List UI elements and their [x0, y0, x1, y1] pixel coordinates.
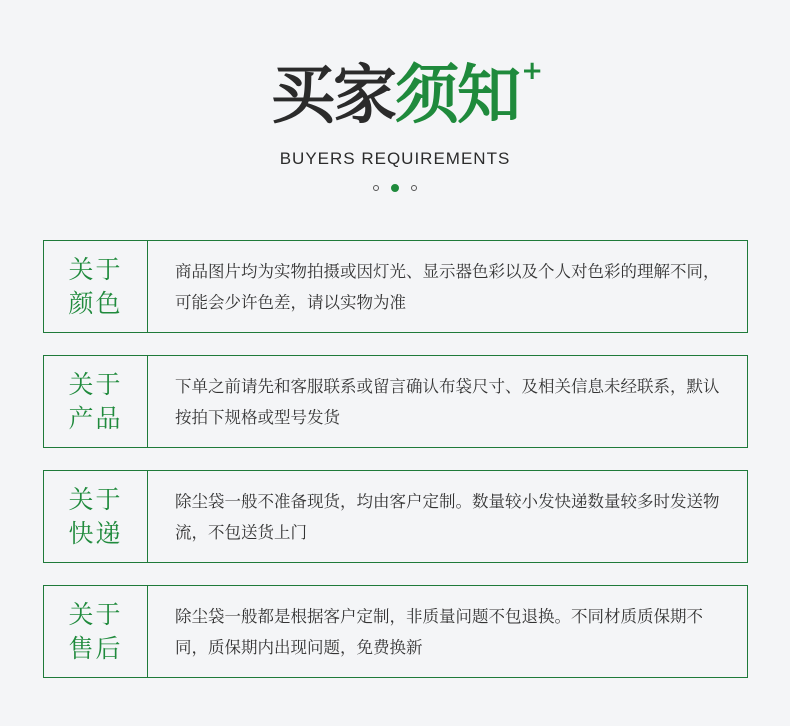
dot-icon	[373, 185, 379, 191]
info-card-color	[43, 240, 748, 333]
title-dark-part: 买家	[271, 59, 395, 133]
card-label-line1: 关于	[68, 369, 123, 399]
card-text: 除尘袋一般都是根据客户定制，非质量问题不包退换。不同材质质保期不同，质保期内出现问题，免费换新	[175, 606, 703, 657]
decorative-dots	[0, 184, 790, 192]
card-label-line2: 快递	[68, 518, 123, 548]
info-card-shipping	[43, 470, 748, 563]
page-header	[0, 56, 790, 192]
card-label	[44, 586, 148, 677]
card-text: 商品图片均为实物拍摄或因灯光、显示器色彩以及个人对色彩的理解不同，可能会少许色差，请以实物为准	[175, 261, 720, 312]
card-label	[44, 471, 148, 562]
card-label	[44, 241, 148, 332]
dot-active-icon	[391, 184, 399, 192]
card-label-line1: 关于	[68, 254, 123, 284]
card-label-line2: 颜色	[68, 288, 123, 318]
card-text: 下单之前请先和客服联系或留言确认布袋尺寸、及相关信息未经联系，默认按拍下规格或型号发货	[175, 376, 720, 427]
card-label	[44, 356, 148, 447]
page-title	[271, 56, 543, 136]
page-subtitle: BUYERS REQUIREMENTS	[279, 149, 511, 168]
card-label-line1: 关于	[68, 599, 123, 629]
card-text: 除尘袋一般不准备现货，均由客户定制。数量较小发快递数量较多时发送物流，不包送货上门	[175, 491, 720, 542]
card-label-line2: 售后	[68, 633, 123, 663]
title-green-part: 须知	[395, 59, 519, 133]
card-label-line2: 产品	[68, 403, 123, 433]
card-label-line1: 关于	[68, 484, 123, 514]
plus-icon: +	[521, 56, 543, 86]
dot-icon	[411, 185, 417, 191]
info-card-aftersales	[43, 585, 748, 678]
info-card-product	[43, 355, 748, 448]
